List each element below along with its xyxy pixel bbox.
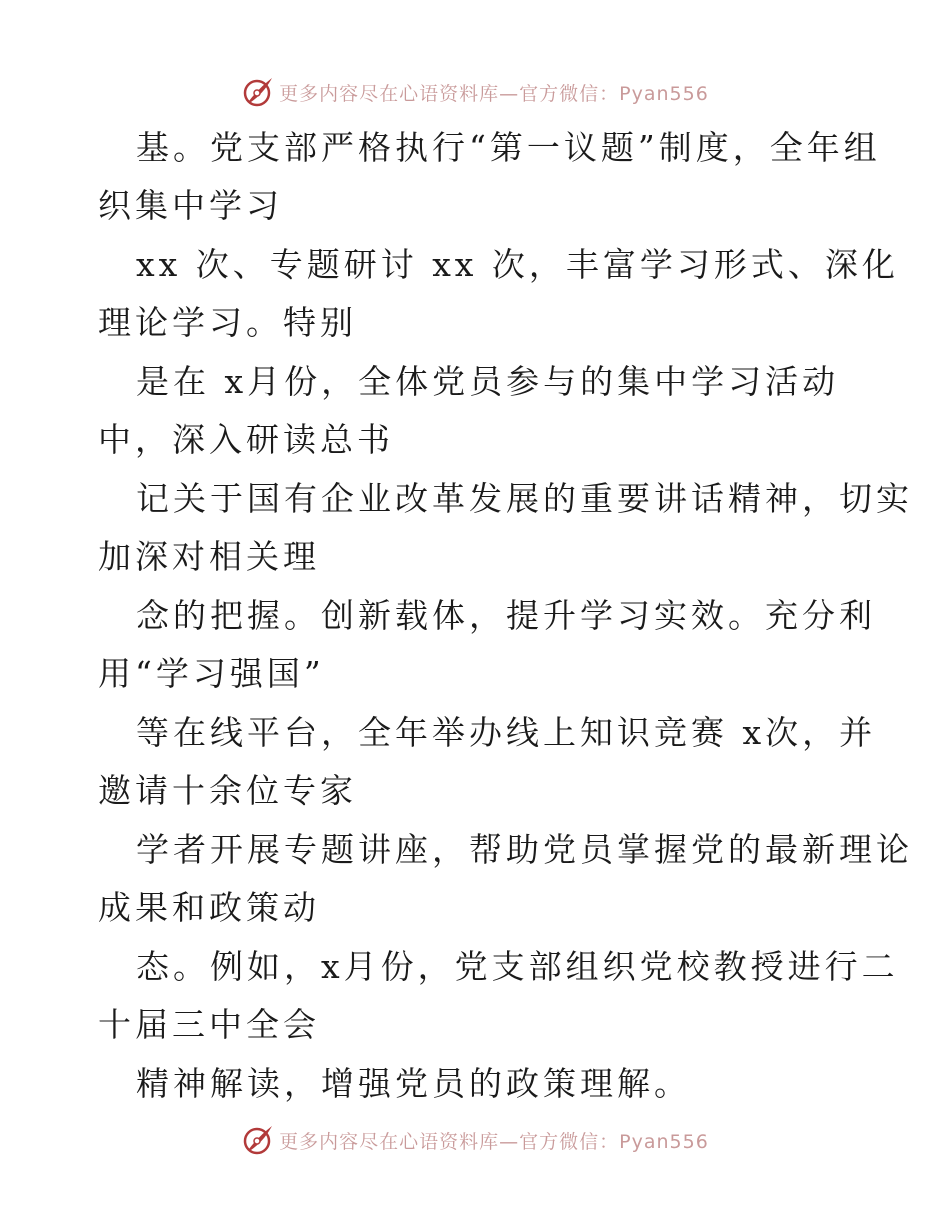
watermark-text: 更多内容尽在心语资料库—官方微信：Pyan556 bbox=[279, 82, 709, 105]
quill-logo-icon bbox=[241, 1123, 275, 1157]
text-line: 十届三中全会 bbox=[98, 1005, 320, 1044]
text-line: 中，深入研读总书 bbox=[98, 420, 394, 459]
text-line: 邀请十余位专家 bbox=[98, 771, 357, 810]
text-line: 精神解读，增强党员的政策理解。 bbox=[136, 1064, 691, 1103]
text-line: 加深对相关理 bbox=[98, 537, 320, 576]
text-line: 记关于国有企业改革发展的重要讲话精神，切实 bbox=[136, 479, 913, 518]
footer-watermark bbox=[0, 1120, 950, 1160]
watermark-text: 更多内容尽在心语资料库—官方微信：Pyan556 bbox=[279, 1130, 709, 1153]
text-line: 织集中学习 bbox=[98, 186, 283, 225]
text-line: 理论学习。特别 bbox=[98, 303, 357, 342]
text-line: 成果和政策动 bbox=[98, 888, 320, 927]
text-line: 用“学习强国” bbox=[98, 654, 325, 693]
text-line: 是在 x月份，全体党员参与的集中学习活动 bbox=[136, 362, 840, 401]
text-line: 等在线平台，全年举办线上知识竞赛 x次，并 bbox=[136, 713, 877, 752]
text-line: 基。党支部严格执行“第一议题”制度，全年组 bbox=[136, 128, 881, 167]
quill-logo-icon bbox=[241, 75, 275, 109]
text-line: 态。例如，x月份，党支部组织党校教授进行二 bbox=[136, 947, 899, 986]
text-line: 念的把握。创新载体，提升学习实效。充分利 bbox=[136, 596, 876, 635]
text-line: xx 次、专题研讨 xx 次，丰富学习形式、深化 bbox=[136, 245, 899, 284]
text-line: 学者开展专题讲座，帮助党员掌握党的最新理论 bbox=[136, 830, 913, 869]
header-watermark bbox=[0, 72, 950, 112]
